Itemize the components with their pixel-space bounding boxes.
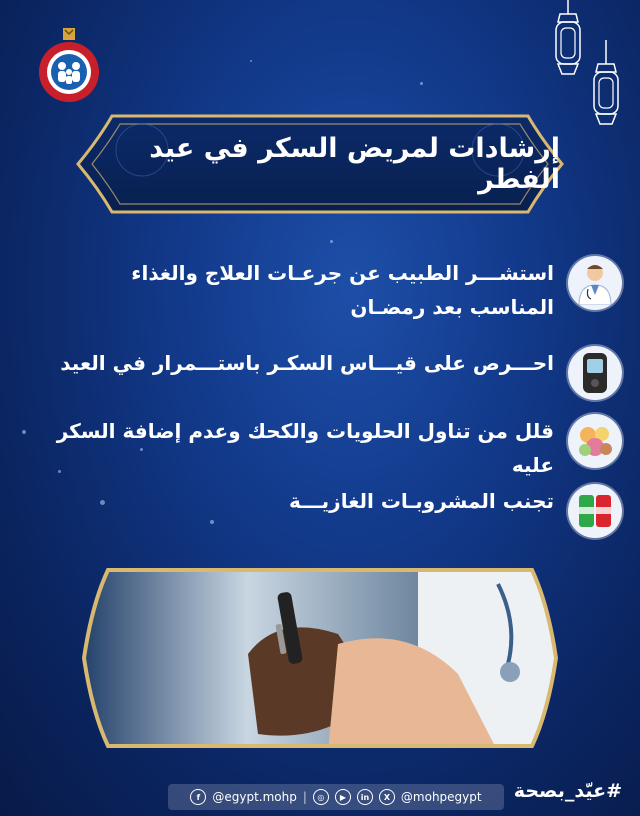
sparkle xyxy=(420,82,423,85)
social-handle[interactable]: @mohpegypt xyxy=(400,790,482,804)
glucometer-icon xyxy=(568,346,622,400)
page-title: إرشادات لمريض السكر في عيد الفطر xyxy=(149,133,560,195)
item-text: تجنب المشروبـات الغازيـــة xyxy=(289,489,554,513)
sparkle xyxy=(22,430,26,434)
list-item xyxy=(44,346,622,400)
item-text: احـــرص على قيـــاس السكـر باستـــمرار في العيد xyxy=(60,351,554,375)
list-item xyxy=(44,256,622,324)
lantern-icon xyxy=(548,0,588,86)
x-icon[interactable]: X xyxy=(379,789,395,805)
social-footer xyxy=(168,784,504,810)
divider: | xyxy=(302,790,307,804)
youtube-icon[interactable]: ▶ xyxy=(335,789,351,805)
list-item xyxy=(44,484,622,538)
linkedin-icon[interactable]: in xyxy=(357,789,373,805)
item-text: استشـــر الطبيب عن جرعـات العلاج والغذاء المناسب بعد رمضـان xyxy=(131,261,554,319)
doctor-icon xyxy=(568,256,622,310)
instagram-icon[interactable]: ◎ xyxy=(313,789,329,805)
facebook-icon[interactable]: f xyxy=(190,789,206,805)
item-text: قلل من تناول الحلويات والكحك وعدم إضافة السكر عليه xyxy=(56,419,554,477)
ministry-of-health-logo xyxy=(34,28,104,104)
sweets-icon xyxy=(568,414,622,468)
soda-cans-icon xyxy=(568,484,622,538)
lantern-icon xyxy=(586,40,626,136)
list-item xyxy=(44,414,622,482)
diabetes-test-photo xyxy=(78,564,562,752)
sparkle xyxy=(330,240,333,243)
facebook-handle[interactable]: @egypt.mohp xyxy=(212,790,297,804)
sparkle xyxy=(250,60,252,62)
hashtag: #عيّد_بصحة xyxy=(513,780,622,802)
